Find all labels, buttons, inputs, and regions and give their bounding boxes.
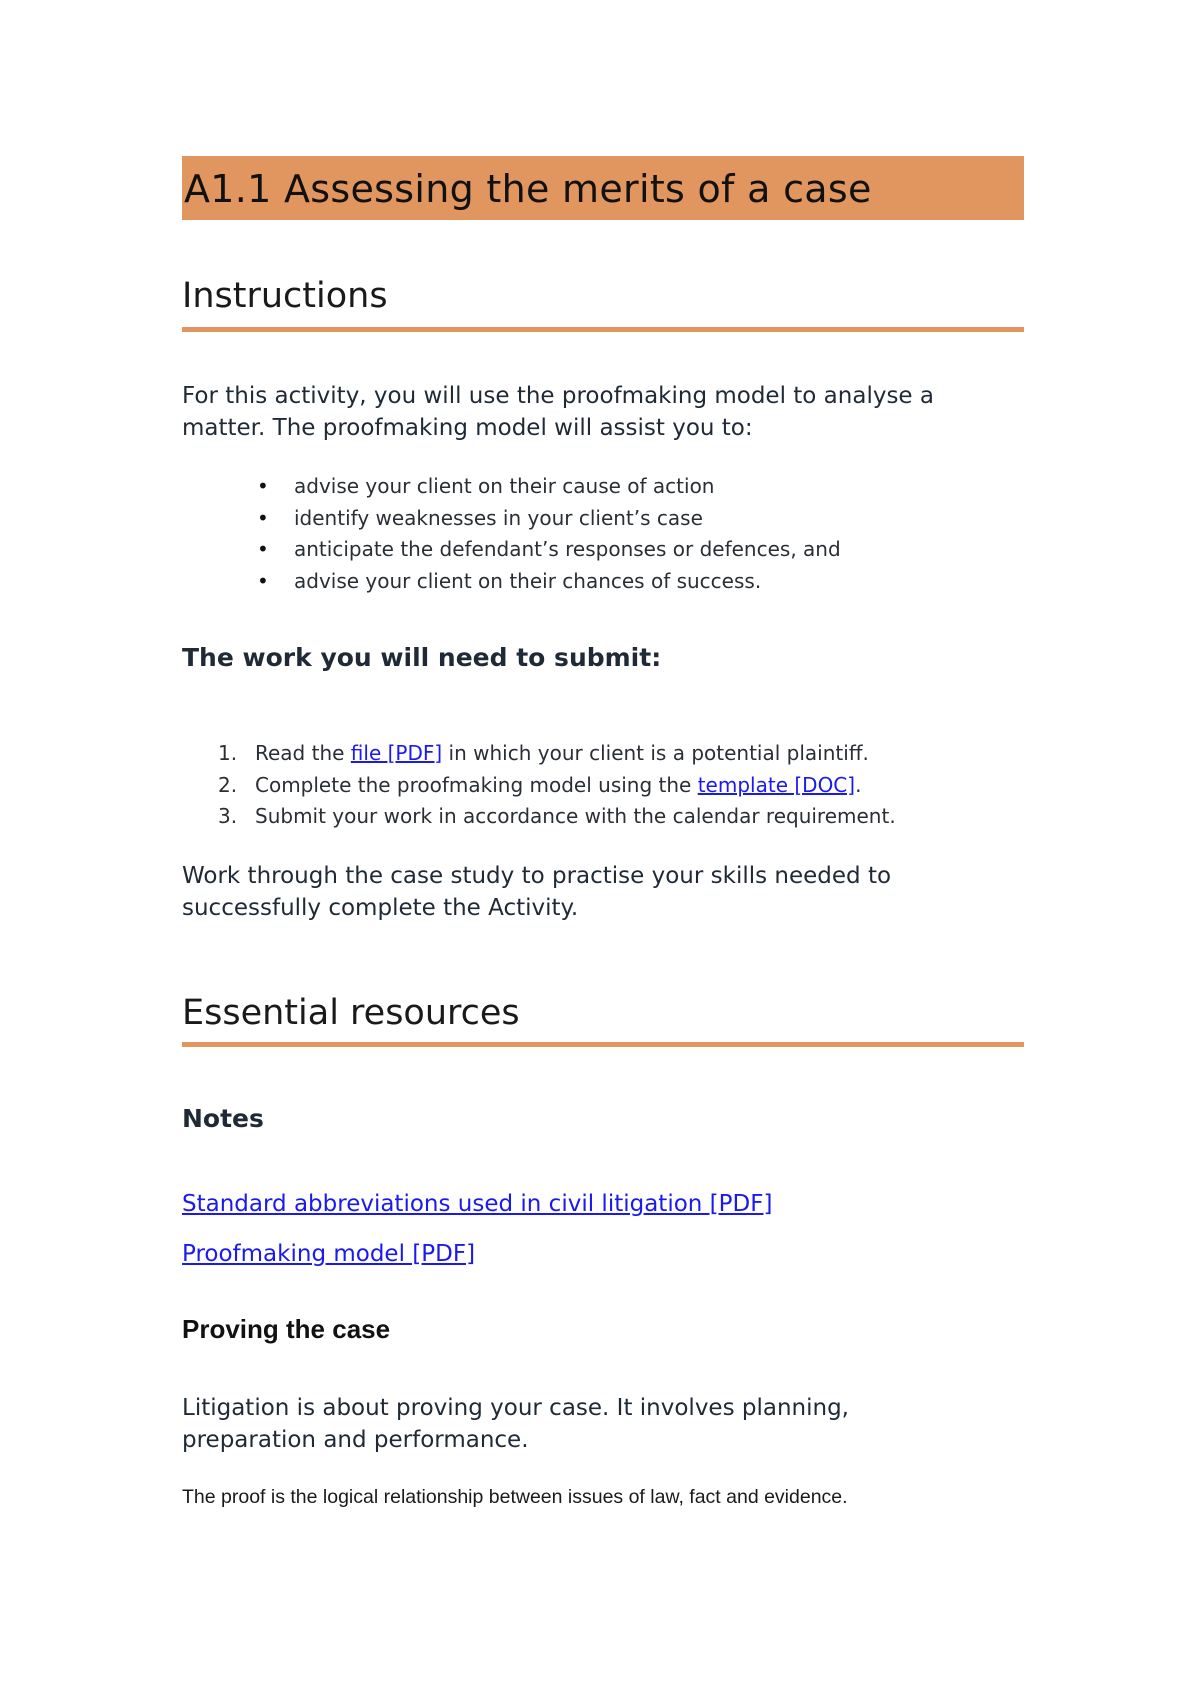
instructions-bullet-list <box>182 471 841 597</box>
list-item: • advise your client on their chances of success. <box>182 566 841 598</box>
title-banner <box>182 156 1024 220</box>
file-pdf-link[interactable]: file [PDF] <box>350 741 443 765</box>
page-title: A1.1 Assessing the merits of a case <box>184 167 872 211</box>
instructions-heading: Instructions <box>182 276 388 316</box>
work-submit-heading: The work you will need to submit: <box>182 643 662 672</box>
list-item: • anticipate the defendant’s responses or defences, and <box>182 534 841 566</box>
work-closing-text: Work through the case study to practise your skills needed to successfully complete the Activity. <box>182 863 892 921</box>
essential-resources-divider <box>182 1042 1024 1047</box>
notes-heading: Notes <box>182 1104 264 1133</box>
list-item: • advise your client on their cause of action <box>182 471 841 503</box>
instructions-divider <box>182 327 1024 332</box>
bullet-icon: • <box>257 505 269 530</box>
bullet-icon: • <box>257 474 269 498</box>
abbreviations-pdf-link[interactable]: Standard abbreviations used in civil litigation [PDF] <box>182 1191 773 1217</box>
proof-definition-text: The proof is the logical relationship between issues of law, fact and evidence. <box>182 1486 848 1508</box>
proving-case-heading: Proving the case <box>182 1314 391 1344</box>
step-item: 2. Complete the proofmaking model using the template [DOC]. <box>218 772 862 797</box>
proving-case-text: Litigation is about proving your case. It involves planning, preparation and performance. <box>182 1395 849 1453</box>
instructions-intro: For this activity, you will use the proofmaking model to analyse a matter. The proofmaking model will assist you to: <box>182 383 934 441</box>
step-item: 1. Read the file [PDF] in which your client is a potential plaintiff. <box>218 741 869 765</box>
bullet-icon: • <box>257 568 269 593</box>
essential-resources-heading: Essential resources <box>182 993 520 1033</box>
list-item: • identify weaknesses in your client’s case <box>182 503 841 535</box>
step-item: 3. Submit your work in accordance with the calendar requirement. <box>218 804 896 828</box>
template-doc-link[interactable]: template [DOC] <box>697 772 856 797</box>
proofmaking-model-pdf-link[interactable]: Proofmaking model [PDF] <box>182 1241 476 1267</box>
bullet-icon: • <box>257 537 269 561</box>
work-steps-list <box>182 738 896 833</box>
